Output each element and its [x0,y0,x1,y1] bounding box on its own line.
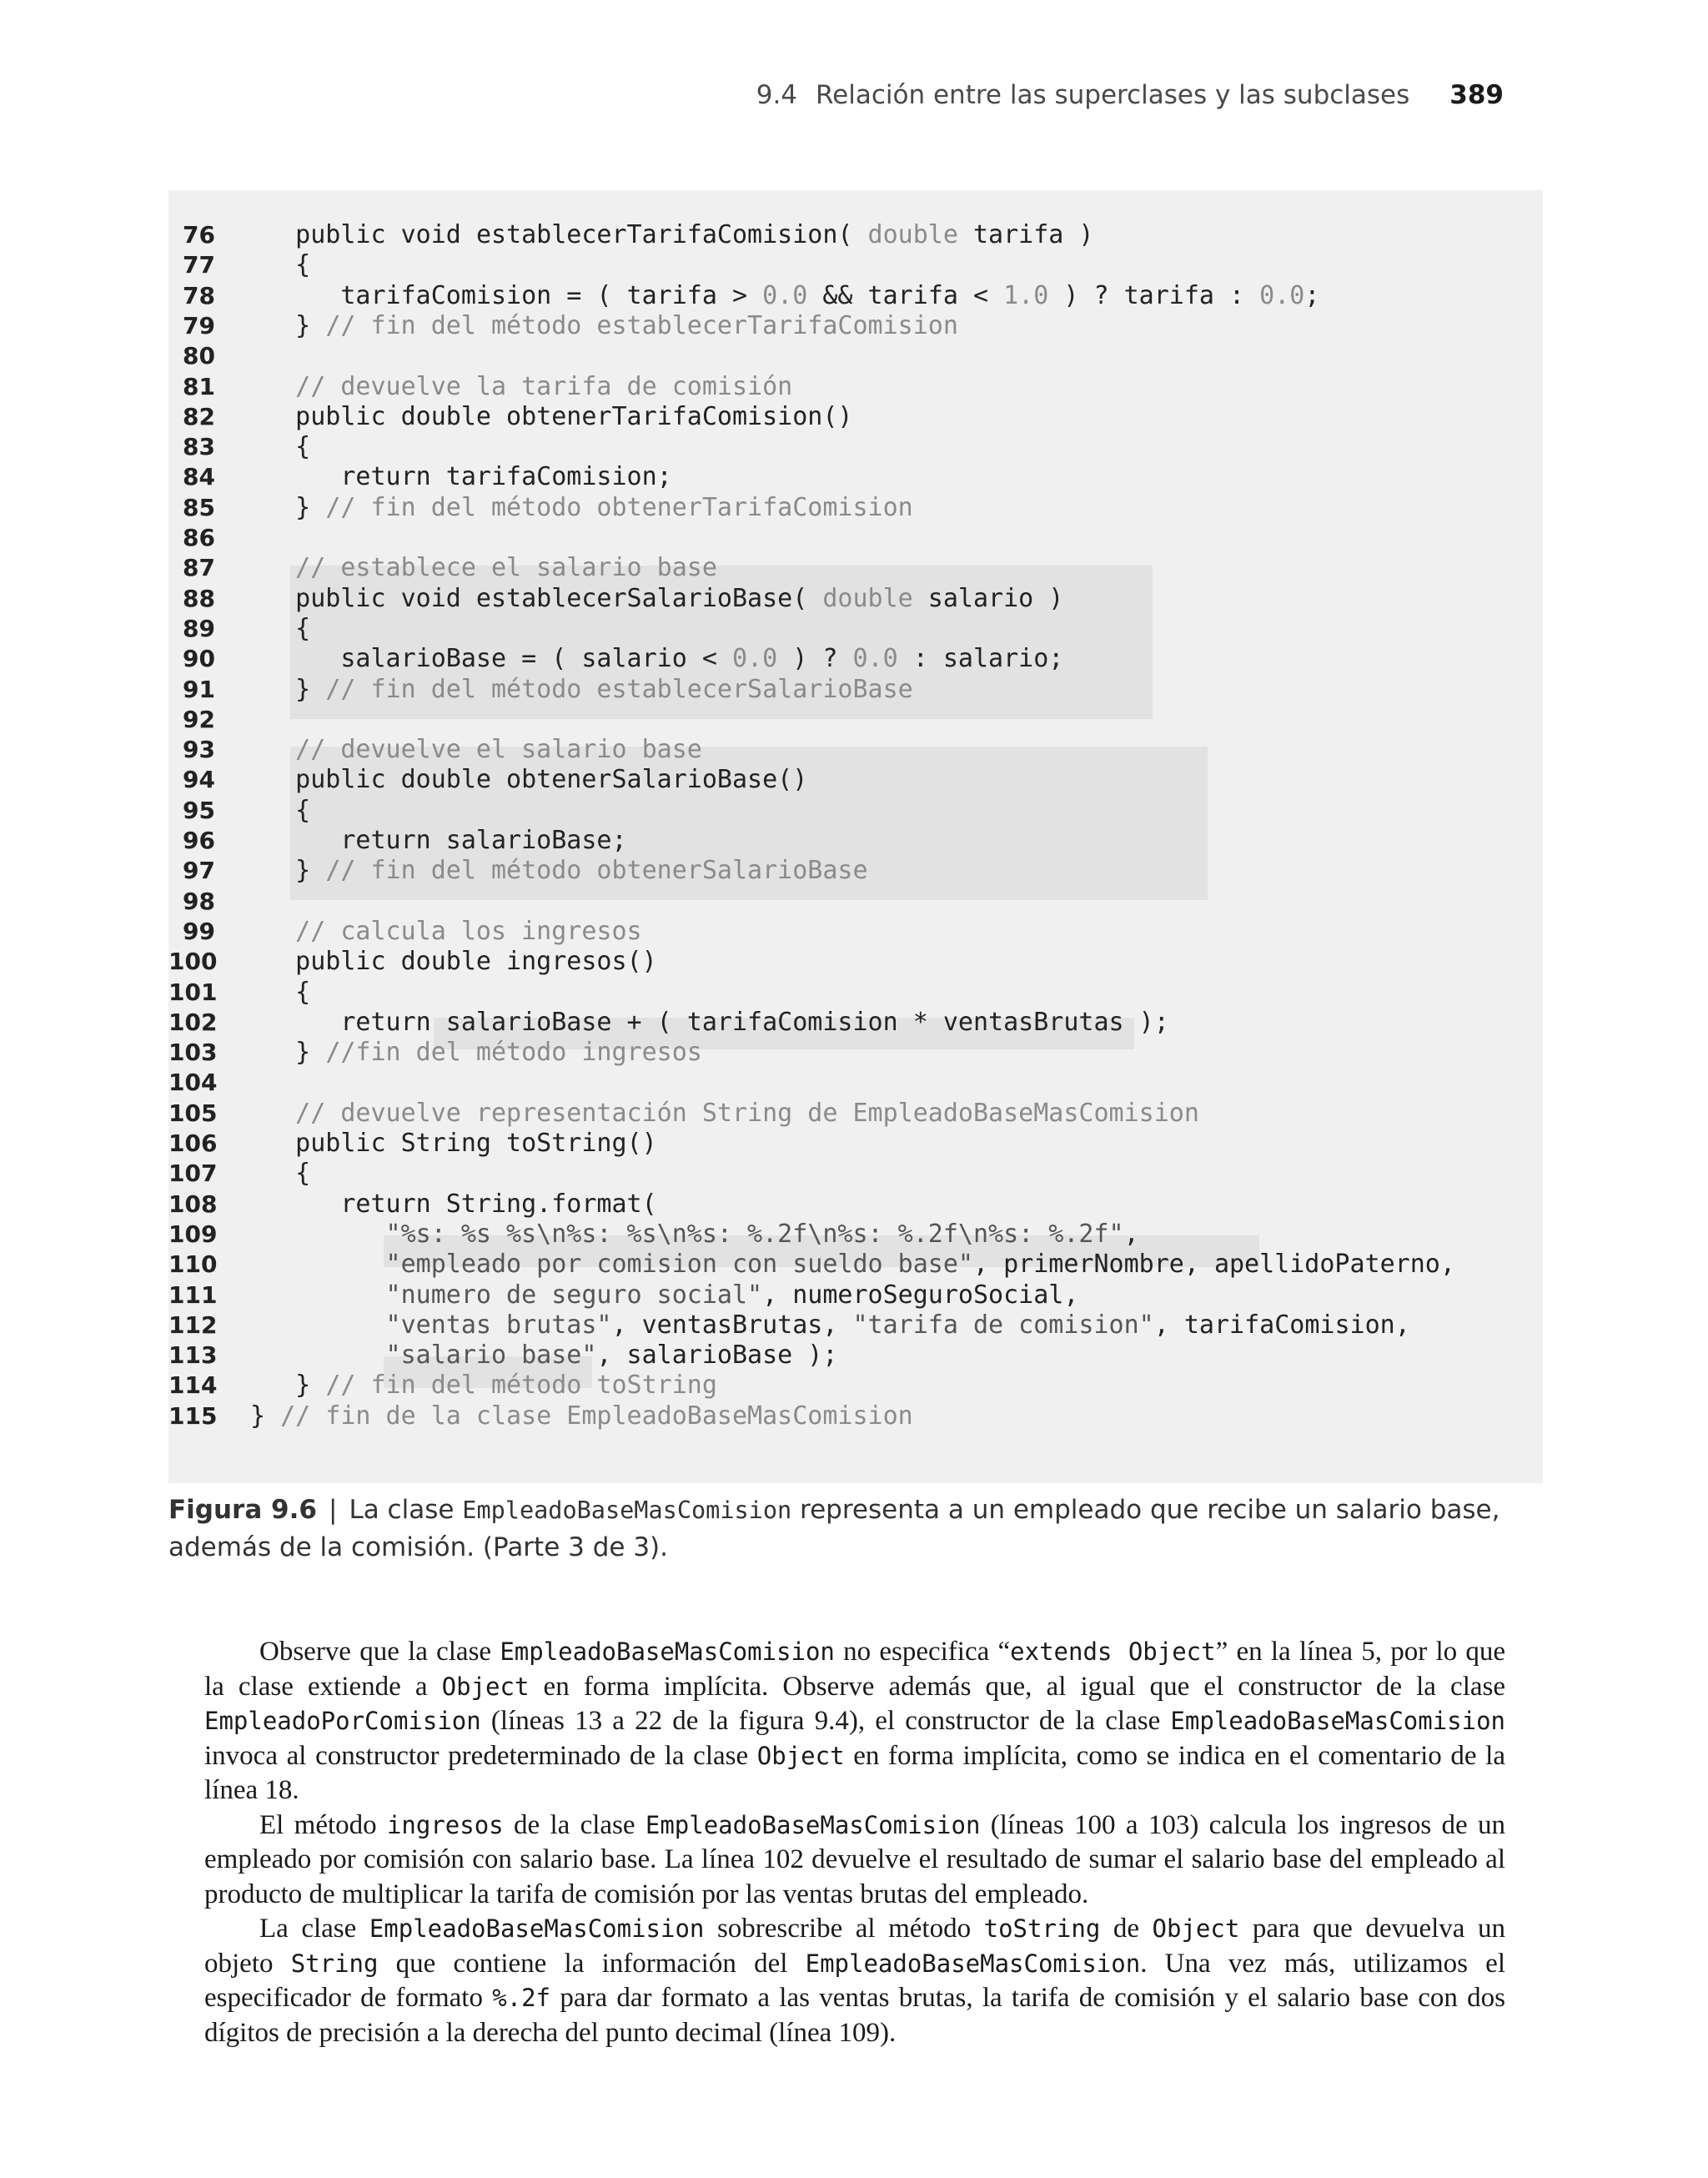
code-comment: // fin del método establecerSalarioBase [325,674,913,704]
code-token: return String.format( [250,1189,657,1219]
code-text [250,372,792,402]
code-token: double [867,220,958,249]
line-number: 78 [183,281,215,309]
code-token: , tarifaComision, [1153,1310,1410,1340]
paragraph-text: que contiene la información del [378,1948,806,1979]
code-text [250,947,657,977]
inline-code: EmpleadoBaseMasComision [645,1810,981,1839]
paragraph-text: en forma implícita, como se indica en el comentario de la línea 18. [204,1740,1505,1805]
code-token: public double ingresos() [250,947,657,977]
code-comment: //fin del método ingresos [325,1038,702,1068]
line-number: 108 [168,1190,218,1218]
code-text [250,856,868,886]
paragraph-text: Observe que la clase [259,1637,500,1667]
code-token: 0.0 [762,280,808,310]
code-token: tarifa ) [957,220,1094,249]
inline-code: extends Object [1010,1637,1216,1666]
code-token: { [250,1159,311,1189]
code-token: } [250,1401,281,1431]
code-text [250,1190,657,1220]
code-text [250,311,958,341]
code-text [250,462,672,492]
caption-class-name: EmpleadoBaseMasComision [462,1496,792,1524]
inline-code: Object [1152,1914,1240,1943]
body-paragraph [204,1912,1505,2050]
line-number: 89 [183,614,215,642]
code-text [250,432,310,462]
page-number: 389 [1449,80,1504,110]
line-number: 79 [183,311,215,340]
paragraph-text: de la clase [503,1809,646,1840]
line-number: 97 [183,857,215,885]
paragraph-text: sobrescribe al método [704,1914,984,1944]
line-number: 99 [183,917,215,945]
inline-code: String [290,1949,379,1978]
body-paragraph [204,1635,1505,1808]
line-number: 93 [183,736,215,764]
paragraph-text: (líneas 13 a 22 de la figura 9.4), el constructor de la clase [480,1706,1171,1736]
code-comment: // fin del método establecerTarifaComision [325,310,958,340]
line-number: 88 [183,584,215,612]
code-token: { [250,250,311,280]
code-token: salario ) [912,583,1064,613]
code-token: { [250,432,311,462]
code-text [250,402,852,432]
caption-text-before: La clase [349,1495,463,1525]
line-number: 114 [168,1371,218,1400]
code-text [250,1220,1139,1250]
code-token: , salarioBase ); [596,1341,838,1371]
line-number: 112 [168,1310,218,1339]
line-number: 104 [168,1069,218,1097]
line-number: 82 [183,402,215,430]
paragraph-text: ” en la línea 5, por lo que la clase extiende a [204,1637,1506,1702]
line-number: 91 [183,675,215,703]
code-token: 1.0 [1003,280,1049,310]
code-comment: // devuelve representación String de EmpleadoBaseMasComision [250,1098,1199,1128]
code-text [250,553,717,583]
code-token: { [250,977,311,1007]
inline-code: EmpleadoBaseMasComision [805,1949,1141,1978]
code-token: , numeroSeguroSocial, [762,1280,1079,1310]
line-number: 110 [168,1250,218,1279]
code-token: ) ? [777,644,853,674]
line-number: 90 [183,645,215,673]
code-text [250,1341,837,1371]
code-comment: // establece el salario base [250,553,717,583]
inline-code: ingresos [386,1810,504,1839]
code-token: public double obtenerTarifaComision() [250,401,853,431]
code-token: 0.0 [1259,280,1305,310]
code-text [250,1280,1078,1310]
code-token: 0.0 [731,644,778,674]
line-number: 92 [183,705,215,733]
code-string: "salario base" [250,1341,597,1371]
code-text [250,1310,1410,1341]
line-number: 111 [168,1280,218,1309]
code-token: public void [250,220,476,249]
code-token: , [1123,1219,1139,1249]
code-text [250,826,627,856]
code-token: return salarioBase + ( tarifaComision * ventasBrutas ); [250,1007,1169,1037]
body-paragraph [204,1808,1505,1913]
code-token: establecerTarifaComision( [475,220,868,249]
line-number: 115 [168,1401,218,1430]
code-text [250,1038,702,1068]
code-text [250,250,310,280]
code-token: return tarifaComision; [250,462,672,492]
code-token: && tarifa < [807,280,1004,310]
code-string: "empleado por comision con sueldo base" [250,1250,973,1280]
code-text [250,917,642,947]
code-comment: // fin de la clase EmpleadoBaseMasComision [280,1401,913,1431]
figure-label: Figura 9.6 [168,1495,317,1525]
code-text [250,644,1063,674]
code-token: double [822,583,913,613]
line-number: 101 [168,978,218,1006]
code-token: } [250,310,326,340]
inline-code: EmpleadoBaseMasComision [1170,1707,1505,1735]
code-text [250,493,913,523]
code-token: 0.0 [852,644,898,674]
line-number: 94 [183,766,215,794]
paragraph-text: en forma implícita. Observe además que, al igual que el constructor de la clase [529,1671,1505,1702]
paragraph-text: La clase [259,1914,369,1944]
code-token: public String toString() [250,1129,657,1158]
code-text [250,735,702,765]
code-listing [168,190,1543,1483]
code-comment: // devuelve el salario base [250,735,702,765]
code-string: "ventas brutas" [250,1310,612,1340]
body-text [204,1635,1505,2050]
code-text [250,1250,1455,1280]
code-text [250,978,310,1008]
code-token: ) ? tarifa : [1048,280,1260,310]
inline-code: EmpleadoPorComision [204,1707,481,1735]
code-token: } [250,856,326,886]
inline-code: toString [983,1914,1101,1943]
paragraph-text: de [1100,1914,1153,1944]
code-comment: // fin del método toString [325,1371,717,1401]
line-number: 106 [168,1129,218,1157]
code-token: tarifaComision = ( tarifa > [250,280,763,310]
code-comment: // fin del método obtenerTarifaComision [325,492,913,522]
inline-code: Object [441,1672,530,1701]
code-token: , ventasBrutas, [611,1310,853,1340]
line-number: 80 [183,342,215,370]
code-comment: // calcula los ingresos [250,916,642,946]
code-token: } [250,674,326,704]
code-token: } [250,1371,326,1401]
code-string: "numero de seguro social" [250,1280,763,1310]
code-comment: // fin del método obtenerSalarioBase [325,856,868,886]
code-text [250,1129,657,1159]
code-text [250,1099,1199,1129]
line-number: 107 [168,1159,218,1188]
line-number: 85 [183,493,215,521]
code-token: , primerNombre, apellidoPaterno, [972,1250,1455,1280]
code-text [250,796,310,826]
code-text [250,1371,717,1401]
code-text [250,675,913,705]
code-text [250,1008,1169,1038]
code-token: ; [1304,280,1320,310]
figure-caption [168,1491,1543,1566]
line-number: 100 [168,948,218,976]
line-number: 96 [183,827,215,854]
code-token: : salario; [897,644,1064,674]
caption-separator: | [328,1495,338,1525]
paragraph-text: . Una vez más, utilizamos el especificador de formato [204,1948,1505,2013]
inline-code: EmpleadoBaseMasComision [500,1637,835,1666]
line-number: 87 [183,554,215,582]
line-number: 95 [183,796,215,824]
section-number: 9.4 [756,80,798,110]
code-text [250,1401,913,1431]
section-title: Relación entre las superclases y las subclases [816,80,1410,110]
line-number: 81 [183,372,215,400]
code-token: public double obtenerSalarioBase() [250,765,808,795]
paragraph-text: El método [259,1809,387,1840]
code-text [250,220,1093,250]
code-text [250,614,310,644]
line-number: 77 [183,251,215,279]
code-text [250,1159,310,1189]
code-token: public void establecerSalarioBase( [250,583,823,613]
paragraph-text: invoca al constructor predeterminado de la clase [204,1740,757,1771]
inline-code: %.2f [492,1984,551,2012]
code-token: } [250,492,326,522]
line-number: 84 [183,463,215,491]
running-head [756,80,1504,110]
code-string: "tarifa de comision" [852,1310,1154,1340]
line-number: 113 [168,1341,218,1370]
paragraph-text: (líneas 100 a 103) calcula los ingresos de un empleado por comisión con salario base. La línea 102 devuelve el resultado de sumar el salario base del empleado al producto de multiplicar la tarifa de comisión por las ventas brutas del empleado. [204,1809,1506,1909]
paragraph-text: para que devuelva un objeto [204,1914,1505,1979]
code-text [250,765,807,795]
caption-text-after: representa a un empleado que recibe un salario base, además de la comisión. (Parte 3 de 3). [168,1495,1500,1562]
line-number: 105 [168,1099,218,1127]
code-text [250,584,1063,614]
line-number: 109 [168,1220,218,1248]
line-number: 98 [183,887,215,915]
line-number: 86 [183,524,215,551]
code-token: { [250,613,311,643]
code-string: "%s: %s %s\n%s: %s\n%s: %.2f\n%s: %.2f\n%s: %.2f" [250,1219,1124,1249]
paragraph-text: no especifica “ [834,1637,1011,1667]
line-number: 83 [183,433,215,461]
line-number: 76 [183,221,215,249]
inline-code: Object [756,1741,845,1770]
code-text [250,281,1319,311]
paragraph-text: para dar formato a las ventas brutas, la tarifa de comisión y el salario base con dos dígitos de precisión a la derecha del punto decimal (línea 109). [204,1983,1506,2048]
code-token: { [250,795,311,825]
line-number: 103 [168,1039,218,1067]
line-number: 102 [168,1008,218,1036]
code-token: } [250,1038,326,1068]
code-comment: // devuelve la tarifa de comisión [250,371,793,401]
code-token: salarioBase = ( salario < [250,644,732,674]
inline-code: EmpleadoBaseMasComision [369,1914,705,1943]
code-token: return salarioBase; [250,826,627,855]
